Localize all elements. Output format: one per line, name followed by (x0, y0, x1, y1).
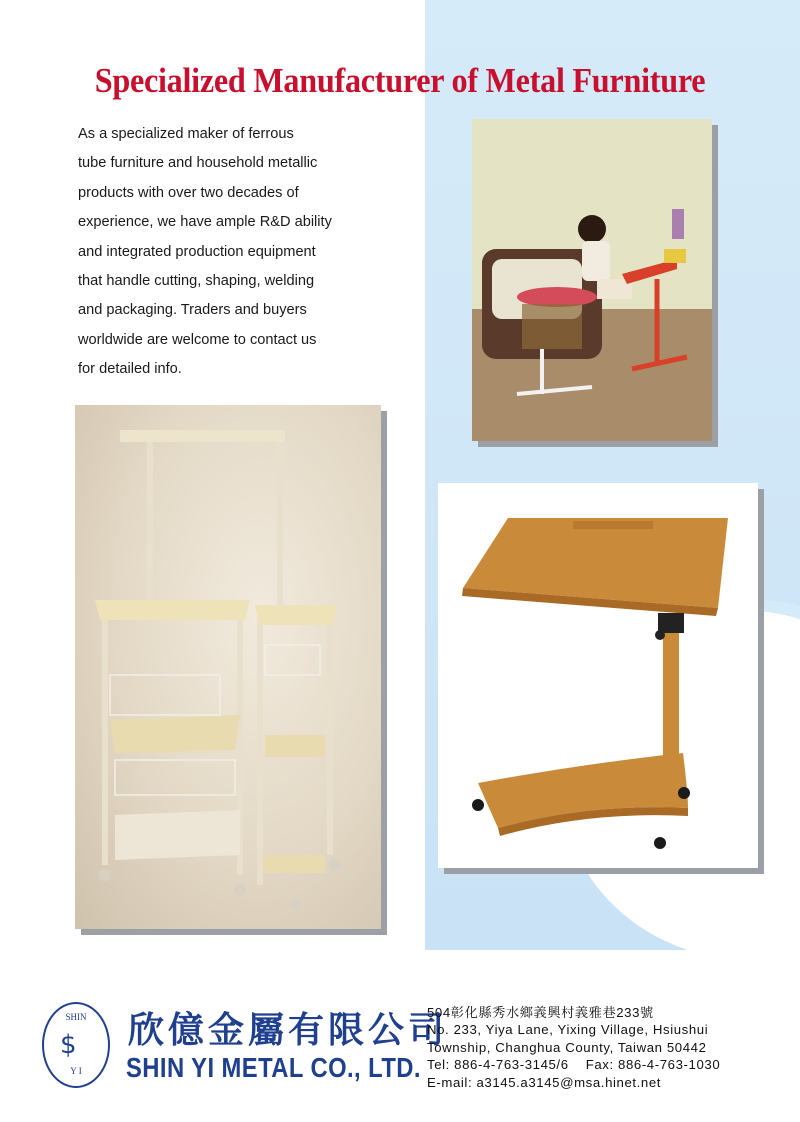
laptop-table-illustration (472, 119, 712, 441)
phone-fax-line (427, 1056, 797, 1073)
photo-kitchen-rack (75, 405, 381, 929)
intro-text (78, 120, 408, 385)
telephone: Tel: 886-4-763-3145/6 (427, 1057, 569, 1073)
intro-line: that handle cutting, shaping, welding (78, 273, 315, 290)
photo-overbed-table (438, 483, 758, 868)
intro-line: worldwide are welcome to contact us (78, 331, 317, 348)
intro-line: products with over two decades of (78, 184, 299, 201)
company-name-english: SHIN YI METAL CO., LTD. (126, 1052, 421, 1083)
logo-text-bottom: Y I (70, 1066, 82, 1076)
intro-line: for detailed info. (78, 361, 182, 378)
address-english-line-2: Township, Changhua County, Taiwan 50442 (427, 1039, 707, 1055)
intro-line: and packaging. Traders and buyers (78, 302, 307, 319)
address-english-line-1: No. 233, Yiya Lane, Yixing Village, Hsiushui (427, 1022, 709, 1038)
kitchen-rack-illustration (75, 405, 381, 929)
fax: Fax: 886-4-763-1030 (585, 1057, 721, 1073)
address-chinese: 504彰化縣秀水鄉義興村義雅巷233號 (427, 1005, 654, 1020)
photo-laptop-table (472, 119, 712, 441)
intro-line: tube furniture and household metallic (78, 155, 318, 172)
page-title: Specialized Manufacturer of Metal Furniture (94, 61, 706, 101)
company-logo (42, 1002, 110, 1088)
contact-info (427, 1004, 797, 1091)
intro-line: experience, we have ample R&D ability (78, 214, 332, 231)
overbed-table-illustration (438, 483, 758, 868)
email: E-mail: a3145.a3145@msa.hinet.net (427, 1074, 662, 1090)
footer (0, 990, 800, 1122)
intro-line: and integrated production equipment (78, 243, 316, 260)
logo-text-top: SHIN (65, 1012, 87, 1022)
intro-line: As a specialized maker of ferrous (78, 126, 294, 142)
company-name-chinese: 欣億金屬有限公司 (128, 1010, 449, 1051)
logo-dollar-icon: $ (60, 1030, 77, 1060)
